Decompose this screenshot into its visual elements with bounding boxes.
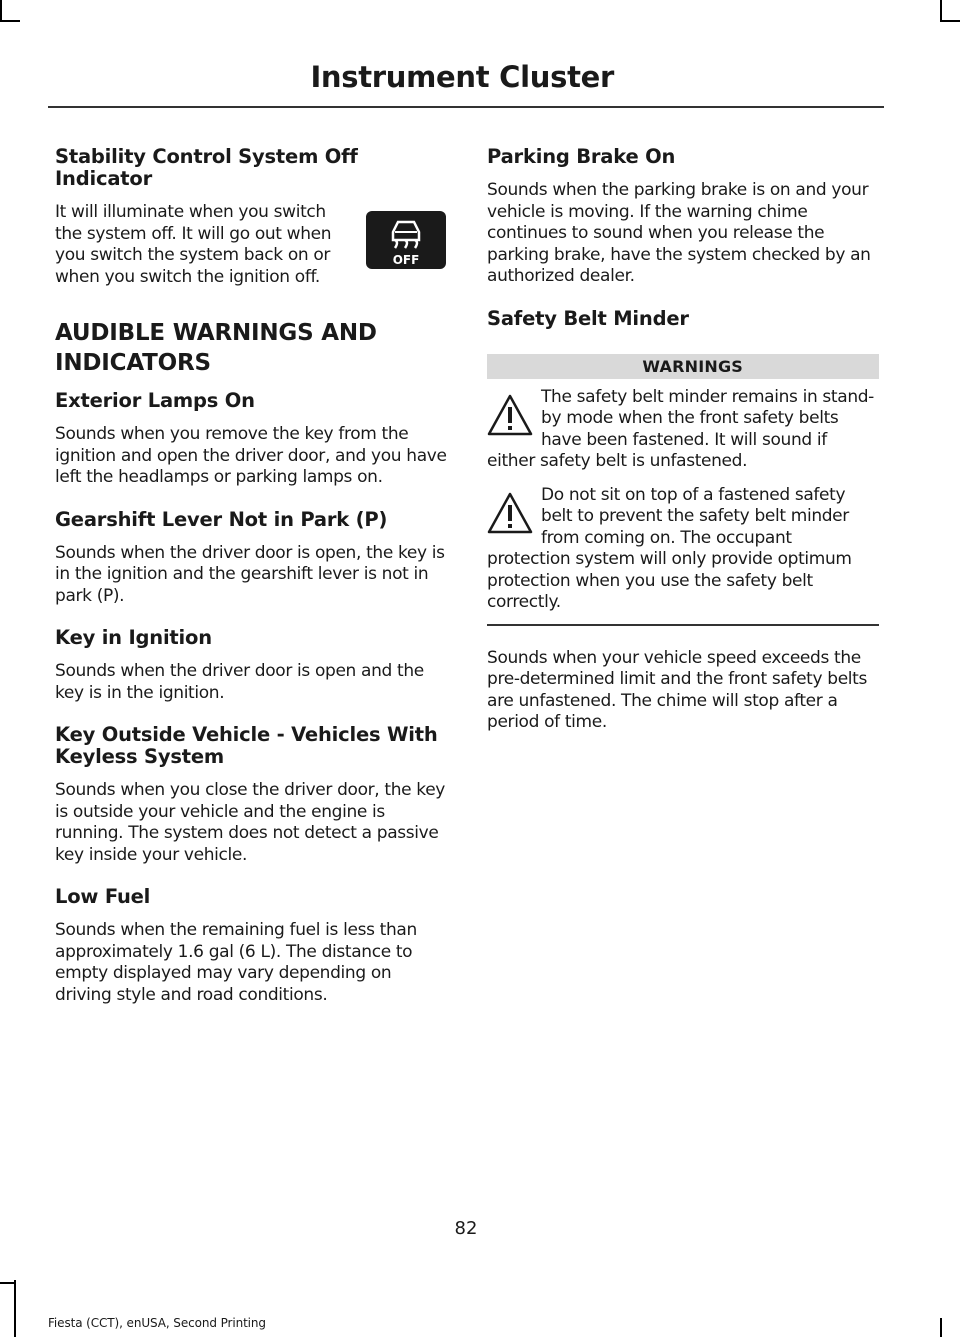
- warnings-header: WARNINGS: [487, 354, 879, 379]
- crop-mark: [940, 20, 960, 22]
- warning-text: Do not sit on top of a fastened safety belt to prevent the safety belt minder from coming on. The occupant protection system will only provide optimum protection when you use the safety belt correctly.: [487, 484, 852, 612]
- icon-off-label: OFF: [392, 253, 420, 267]
- stability-heading: Stability Control System Off Indicator: [55, 145, 358, 190]
- section-heading: Exterior Lamps On: [55, 389, 255, 412]
- section-heading: Key in Ignition: [55, 626, 212, 649]
- stability-text: It will illuminate when you switch the system off. It will go out when you switch the system back on or when you switch the ignition off.: [55, 202, 332, 287]
- page-title: Instrument Cluster: [310, 60, 614, 94]
- header-divider: [48, 106, 884, 108]
- warning-item: [487, 485, 879, 614]
- crop-mark: [0, 20, 20, 22]
- warning-text: The safety belt minder remains in stand-by mode when the front safety belts have been fastened. It will sound if either safety belt is unfastened.: [487, 386, 874, 471]
- footer-edition: Fiesta (CCT), enUSA, Second Printing: [48, 1316, 266, 1330]
- audible-heading: AUDIBLE WARNINGS AND INDICATORS: [55, 320, 377, 376]
- parking-text: Sounds when the parking brake is on and your vehicle is moving. If the warning chime continues to sound when you release the parking brake, have the system checked by an authorized dealer.: [487, 180, 871, 286]
- section-heading: Low Fuel: [55, 885, 151, 908]
- section-text: Sounds when you close the driver door, the key is outside your vehicle and the engine is running. The system does not detect a passive key inside your vehicle.: [55, 780, 446, 865]
- section-heading: Key Outside Vehicle - Vehicles With Keyless System: [55, 723, 438, 768]
- warnings-divider: [487, 624, 879, 626]
- warning-item: [487, 387, 879, 473]
- crop-mark: [940, 0, 942, 22]
- crop-mark: [14, 1280, 16, 1337]
- left-column: [55, 146, 447, 1026]
- belt-text: Sounds when your vehicle speed exceeds the pre-determined limit and the front safety belts are unfastened. The chime will stop after a period of time.: [487, 647, 868, 732]
- page-number: 82: [454, 1218, 478, 1239]
- section-text: Sounds when you remove the key from the ignition and open the driver door, and you have left the headlamps or parking lamps on.: [55, 424, 447, 487]
- section-text: Sounds when the remaining fuel is less than approximately 1.6 gal (6 L). The distance to empty displayed may vary depending on driving style and road conditions.: [55, 920, 417, 1005]
- right-column: [487, 146, 879, 754]
- belt-heading: Safety Belt Minder: [487, 306, 689, 330]
- section-heading: Gearshift Lever Not in Park (P): [55, 507, 388, 531]
- warning-triangle-icon: [487, 393, 533, 437]
- warning-triangle-icon: [487, 491, 533, 535]
- parking-heading: Parking Brake On: [487, 145, 676, 168]
- crop-mark: [0, 0, 2, 22]
- crop-mark: [0, 1282, 16, 1284]
- section-text: Sounds when the driver door is open and the key is in the ignition.: [55, 661, 424, 703]
- stability-off-icon: [365, 210, 447, 270]
- crop-mark: [940, 1318, 942, 1337]
- section-text: Sounds when the driver door is open, the key is in the ignition and the gearshift lever is not in park (P).: [55, 542, 445, 606]
